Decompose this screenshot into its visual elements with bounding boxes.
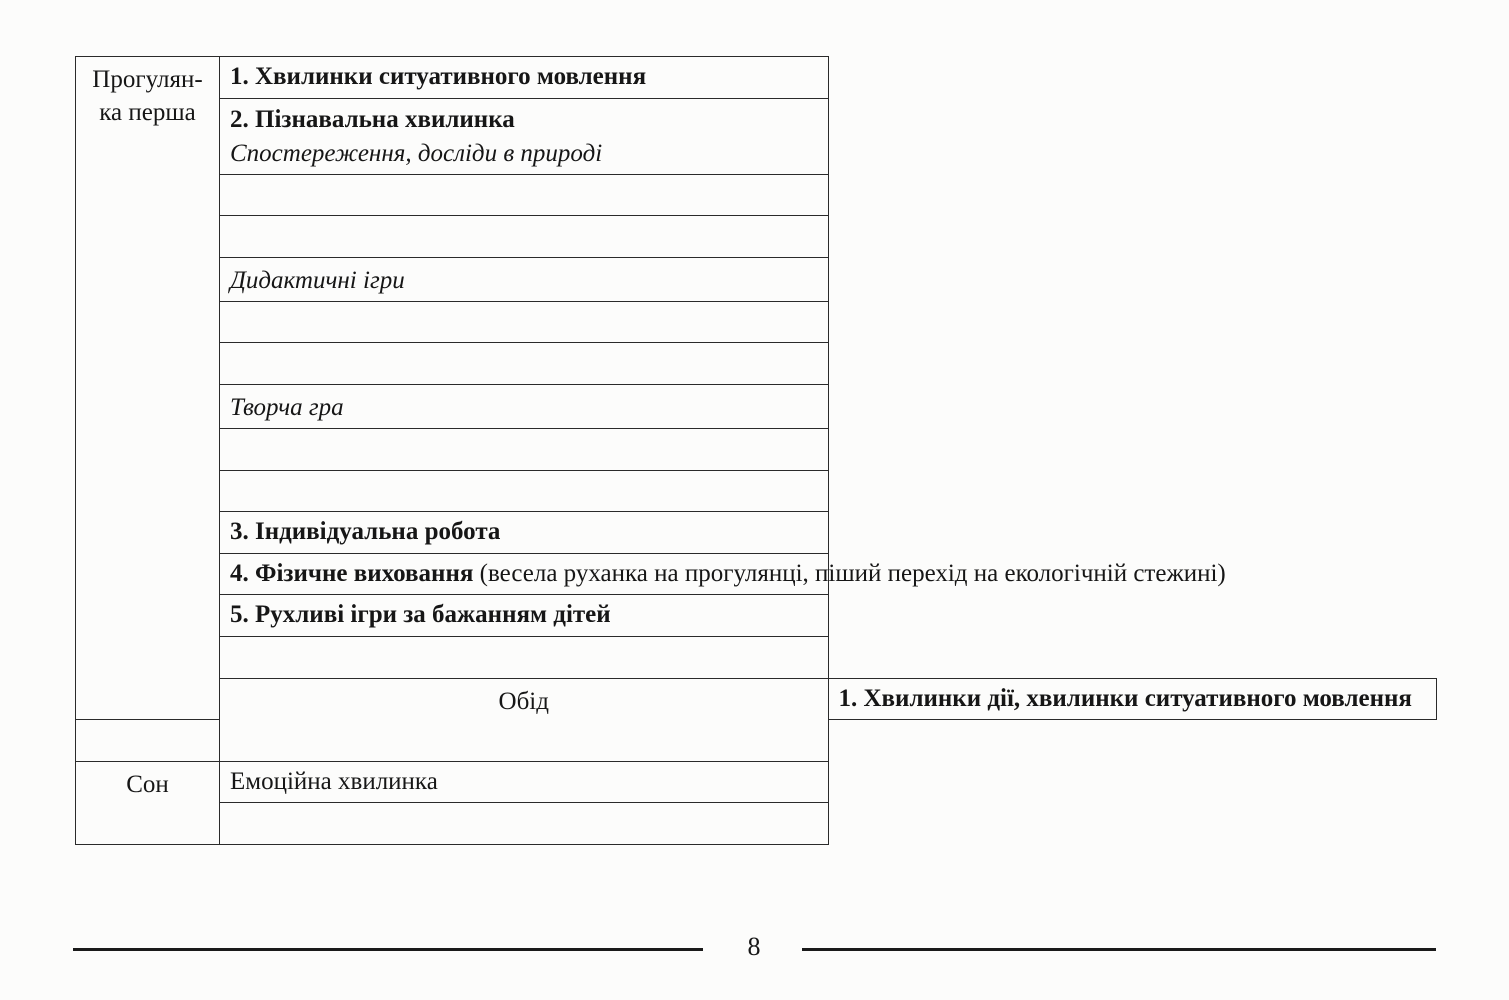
walk-row-physical-education (220, 553, 1226, 595)
walk-row-creative-game: Творча гра (220, 384, 829, 428)
section-cell-sleep: Сон (76, 761, 220, 844)
section-cell-walk (76, 57, 220, 720)
table-row (76, 678, 1437, 720)
table-row (76, 98, 1437, 174)
table-row (76, 470, 1437, 512)
section-cell-lunch: Обід (220, 678, 829, 761)
table-row (76, 301, 1437, 343)
page-number: 8 (747, 932, 761, 961)
footer-rule-left (73, 948, 703, 951)
table-row (76, 216, 1437, 258)
table-row (76, 636, 1437, 678)
table-row (76, 428, 1437, 470)
table-row (76, 553, 1437, 595)
table-row (76, 257, 1437, 301)
section-title-walk-line1: Прогулян- (92, 66, 203, 93)
blank-write-line[interactable] (220, 301, 829, 343)
table-row (76, 384, 1437, 428)
cognitive-heading: 2. Пізнавальна хвилинка (230, 105, 515, 133)
walk-row-situational-speech: 1. Хвилинки ситуативного мовлення (220, 57, 829, 99)
walk-row-cognitive (220, 98, 829, 174)
blank-write-line[interactable] (220, 803, 829, 845)
blank-write-line[interactable] (220, 470, 829, 512)
blank-write-line[interactable] (220, 636, 829, 678)
walk-row-didactic-games: Дидактичні ігри (220, 257, 829, 301)
physical-heading: 4. Фізичне виховання (230, 559, 474, 587)
walk-row-active-games: 5. Рухливі ігри за бажанням дітей (220, 595, 829, 637)
section-title-walk-line2: ка перша (99, 99, 196, 126)
sleep-row-emotional-minute: Емоційна хвилинка (220, 761, 829, 803)
blank-write-line[interactable] (220, 216, 829, 258)
blank-write-line[interactable] (220, 343, 829, 385)
blank-write-line[interactable] (220, 428, 829, 470)
cognitive-subheading: Спостереження, досліди в природі (230, 139, 603, 167)
blank-write-line[interactable] (76, 720, 220, 762)
table-row (76, 343, 1437, 385)
table-row (76, 512, 1437, 554)
footer-rule-right (802, 948, 1436, 951)
table-row (76, 57, 1437, 99)
table-row (76, 595, 1437, 637)
lunch-row-activity-speech: 1. Хвилинки дії, хвилинки ситуативного мовлення (828, 678, 1437, 720)
table-row (76, 761, 1437, 803)
walk-row-individual-work: 3. Індивідуальна робота (220, 512, 829, 554)
physical-note: (весела руханка на прогулянці, піший перехід на екологічній стежині) (473, 559, 1226, 587)
table-row (76, 803, 1437, 845)
table-row (76, 174, 1437, 216)
blank-write-line[interactable] (220, 174, 829, 216)
daily-plan-table (75, 56, 1437, 845)
